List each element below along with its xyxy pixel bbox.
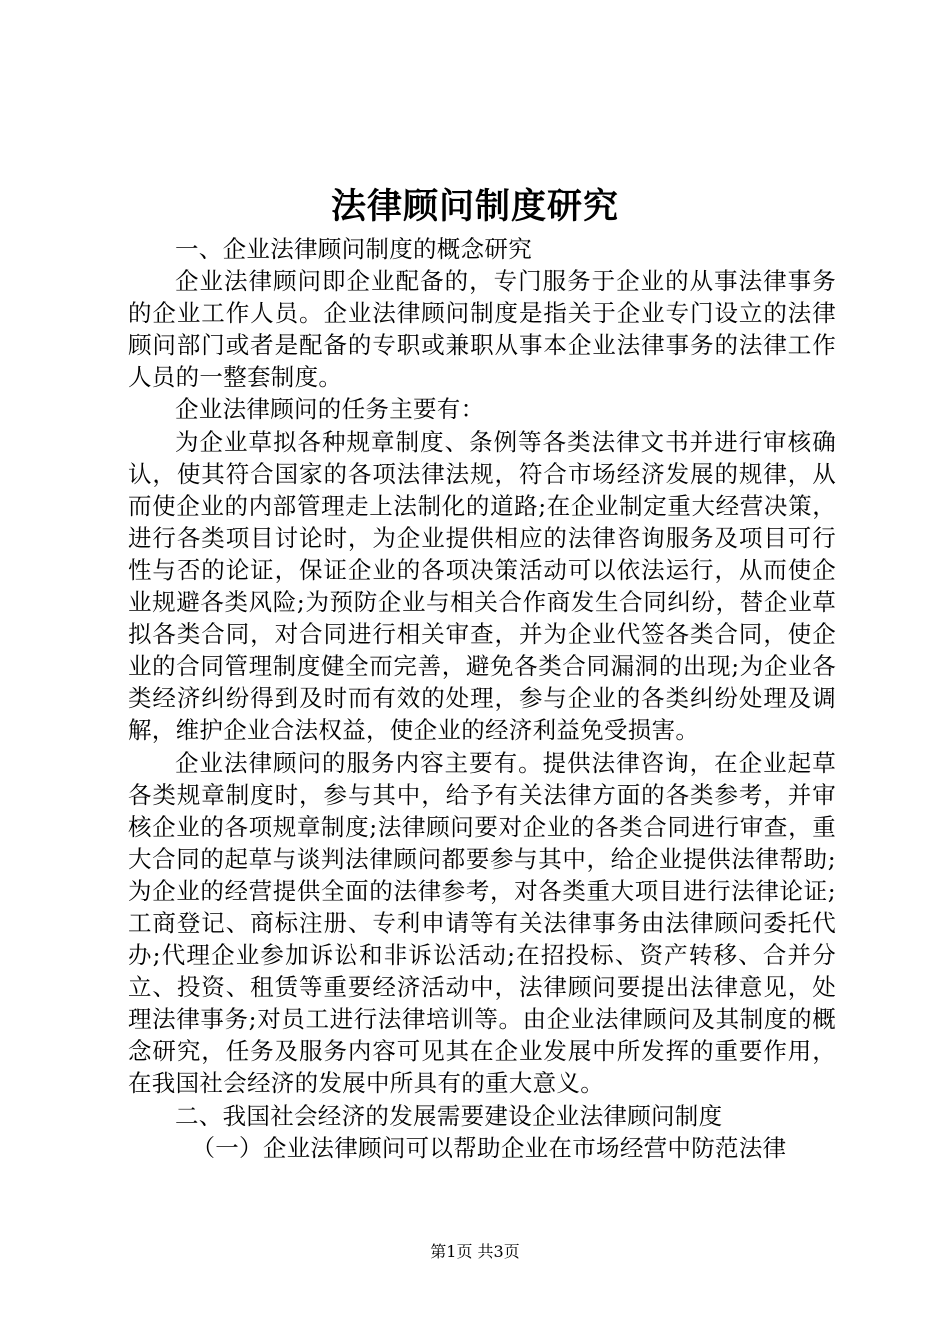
section-heading-1: 一、企业法律顾问制度的概念研究 [175,235,532,263]
paragraph-tasks-intro: 企业法律顾问的任务主要有： [175,395,485,424]
subsection-heading-1: （一）企业法律顾问可以帮助企业在市场经营中防范法律 [191,1133,787,1162]
paragraph-tasks: 为企业草拟各种规章制度、条例等各类法律文书并进行审核确认，使其符合国家的各项法律法规，符合市场经济发展的规律，从而使企业的内部管理走上法制化的道路;在企业制定重大经营决策，进行各类项目讨论时，为企业提供相应的法律咨询服务及项目可行性与否的论证，保证企业的各项决策活动可以依法运行，从而使企业规避各类风险;为预防企业与相关合作商发生合同纠纷，替企业草拟各类合同，对合同进行相关审查，并为企业代签各类合同，使企业的合同管理制度健全而完善，避免各类合同漏洞的出现;为企业各类经济纠纷得到及时而有效的处理，参与企业的各类纠纷处理及调解，维护企业合法权益，使企业的经济利益免受损害。 [128,427,836,745]
document-title: 法律顾问制度研究 [330,186,619,227]
paragraph-services: 企业法律顾问的服务内容主要有。提供法律咨询，在企业起草各类规章制度时，参与其中，给予有关法律方面的各类参考，并审核企业的各项规章制度;法律顾问要对企业的各类合同进行审查，重大合同的起草与谈判法律顾问都要参与其中，给企业提供法律帮助;为企业的经营提供全面的法律参考，对各类重大项目进行法律论证;工商登记、商标注册、专利申请等有关法律事务由法律顾问委托代办;代理企业参加诉讼和非诉讼活动;在招投标、资产转移、合并分立、投资、租赁等重要经济活动中，法律顾问要提出法律意见，处理法律事务;对员工进行法律培训等。由企业法律顾问及其制度的概念研究，任务及服务内容可见其在企业发展中所发挥的重要作用，在我国社会经济的发展中所具有的重大意义。 [128,748,836,1098]
paragraph-definition: 企业法律顾问即企业配备的，专门服务于企业的从事法律事务的企业工作人员。企业法律顾问制度是指关于企业专门设立的法律顾问部门或者是配备的专职或兼职从事本企业法律事务的法律工作人员的一整套制度。 [128,267,836,392]
section-heading-2: 二、我国社会经济的发展需要建设企业法律顾问制度 [175,1101,723,1130]
page-footer: 第1页 共3页 [430,1242,520,1261]
document-body [128,233,836,1164]
